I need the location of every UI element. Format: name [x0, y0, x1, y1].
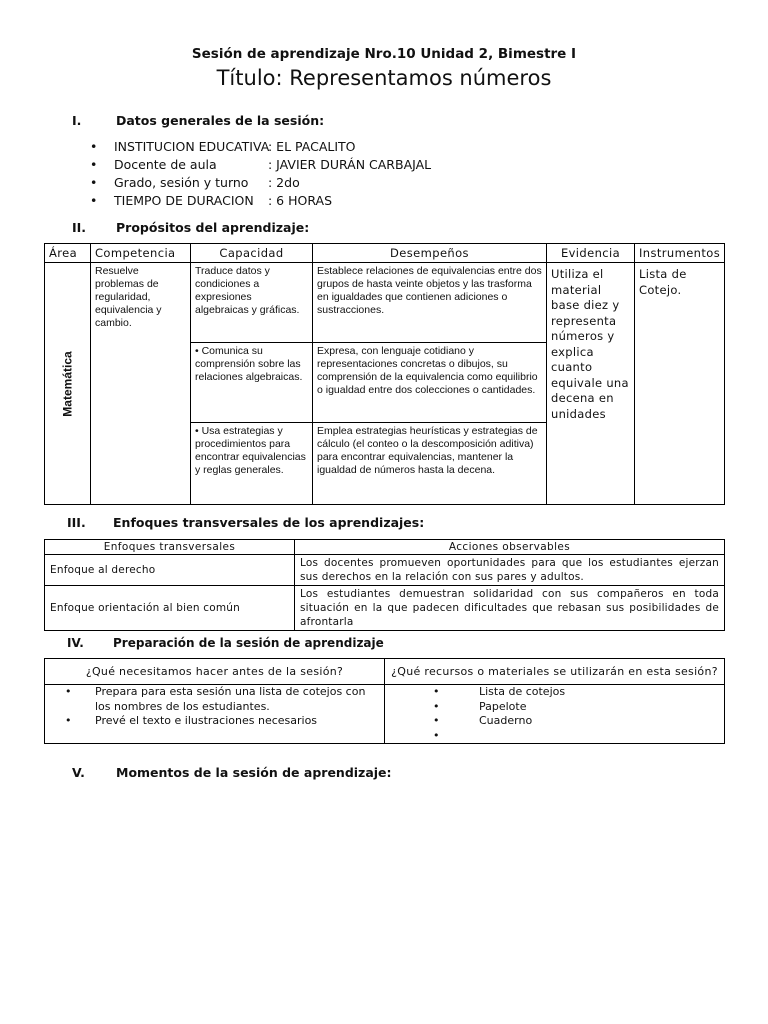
bullet-icon: • — [90, 139, 98, 154]
column-header: Área — [45, 244, 91, 263]
section-4-number: IV. — [67, 636, 84, 650]
column-header: Evidencia — [547, 244, 635, 263]
table-row — [45, 586, 725, 631]
section-2-number: II. — [72, 220, 87, 235]
page-title: Título: Representamos números — [216, 66, 552, 90]
column-header: Desempeños — [313, 244, 547, 263]
table-row — [45, 263, 725, 343]
purposes-table — [44, 243, 725, 505]
transversal-table — [44, 539, 725, 631]
preparation-table — [44, 658, 725, 744]
enfoque-cell: Enfoque al derecho — [45, 555, 295, 586]
section-1-heading — [72, 113, 324, 128]
competencia-cell: Resuelve problemas de regularidad, equivalencia y cambio. — [91, 263, 191, 505]
section-3-title: Enfoques transversales de los aprendizajes: — [113, 515, 425, 530]
section-4-heading — [67, 636, 384, 650]
recursos-list — [389, 685, 720, 743]
desempeno-cell: Expresa, con lenguaje cotidiano y representaciones concretas o dibujos, su comprensión de la equivalencia como equilibrio o igualdad entre dos colecciones o cantidades. — [313, 343, 547, 423]
list-item: • Papelote — [479, 700, 720, 715]
section-3-number: III. — [67, 515, 86, 530]
column-header: Capacidad — [191, 244, 313, 263]
section-5-number: V. — [72, 765, 85, 780]
capacidad-cell: Traduce datos y condiciones a expresiones algebraicas y gráficas. — [191, 263, 313, 343]
desempeno-cell: Establece relaciones de equivalencias entre dos grupos de hasta veinte objetos y las trasforma en igualdades que contienen adiciones o sustracciones. — [313, 263, 547, 343]
section-2-title: Propósitos del aprendizaje: — [116, 220, 310, 235]
column-header: Enfoques transversales — [45, 540, 295, 555]
section-1-title: Datos generales de la sesión: — [116, 113, 325, 128]
bullet-icon: • — [90, 193, 98, 208]
list-item: • Lista de cotejos — [479, 685, 720, 700]
section-5-title: Momentos de la sesión de aprendizaje: — [116, 765, 392, 780]
enfoque-cell: Enfoque orientación al bien común — [45, 586, 295, 631]
general-data-list: • INSTITUCION EDUCATIVA : EL PACALITO • Docente de aula : JAVIER DURÁN CARBAJAL • Grado, sesión y turno : 2do • TIEMPO DE DURACION : 6 HORAS — [90, 139, 432, 208]
section-1-number: I. — [72, 113, 82, 128]
column-header: ¿Qué necesitamos hacer antes de la sesión? — [45, 659, 385, 685]
session-line: Sesión de aprendizaje Nro.10 Unidad 2, Bimestre I — [191, 46, 577, 62]
table-header-row — [45, 540, 725, 555]
accion-cell: Los docentes promueven oportunidades para que los estudiantes ejerzan sus derechos en la relación con sus pares y adultos. — [295, 555, 725, 586]
column-header: Instrumentos — [635, 244, 725, 263]
capacidad-cell: • Usa estrategias y procedimientos para encontrar equivalencias y reglas generales. — [191, 423, 313, 505]
list-item: • Prevé el texto e ilustraciones necesarios — [95, 714, 380, 729]
instrumentos-cell: Lista de Cotejo. — [635, 263, 725, 505]
recursos-cell — [385, 685, 725, 744]
desempeno-cell: Emplea estrategias heurísticas y estrategias de cálculo (el conteo o la descomposición aditiva) para encontrar equivalencias, mantener la igualdad de números hasta la decena. — [313, 423, 547, 505]
table-row — [45, 555, 725, 586]
table-header-row — [45, 659, 725, 685]
antes-list — [49, 685, 380, 729]
section-3-heading — [67, 515, 424, 530]
evidencia-cell: Utiliza el material base diez y representa números y explica cuanto equivale una decena en unidades — [547, 263, 635, 505]
table-row — [45, 685, 725, 744]
list-item: • Prepara para esta sesión una lista de cotejos con los nombres de los estudiantes. — [95, 685, 380, 714]
column-header: Competencia — [91, 244, 191, 263]
list-item: • Cuaderno — [479, 714, 720, 729]
bullet-icon: • — [90, 157, 98, 172]
section-5-heading — [72, 765, 392, 780]
bullet-icon: • — [90, 175, 98, 190]
table-header-row — [45, 244, 725, 263]
antes-cell — [45, 685, 385, 744]
section-4-title: Preparación de la sesión de aprendizaje — [113, 636, 384, 650]
column-header: Acciones observables — [295, 540, 725, 555]
list-item — [479, 729, 720, 744]
capacidad-cell: • Comunica su comprensión sobre las relaciones algebraicas. — [191, 343, 313, 423]
area-label: Matemática — [60, 350, 74, 417]
accion-cell: Los estudiantes demuestran solidaridad con sus compañeros en toda situación en la que padecen dificultades que rebasan sus posibilidades de afrontarla — [295, 586, 725, 631]
area-cell — [45, 263, 91, 505]
section-2-heading — [72, 220, 309, 235]
column-header: ¿Qué recursos o materiales se utilizarán en esta sesión? — [385, 659, 725, 685]
